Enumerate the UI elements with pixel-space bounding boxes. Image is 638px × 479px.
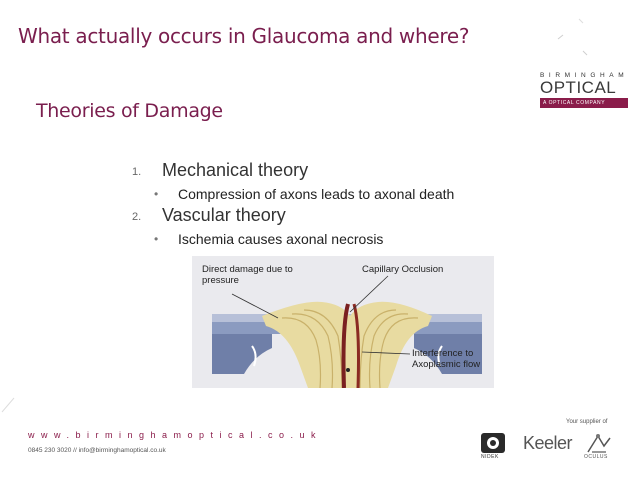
- theory-title: Vascular theory: [162, 205, 286, 225]
- keeler-logo: Keeler: [523, 433, 573, 453]
- bullet-icon: •: [154, 232, 159, 246]
- website-url[interactable]: www.birminghamoptical.co.uk: [28, 430, 323, 440]
- slide-title: What actually occurs in Glaucoma and where?: [18, 24, 470, 48]
- supplier-label: Your supplier of: [566, 419, 608, 425]
- oculus-logo: [584, 432, 614, 462]
- label-axoplasmic-flow: [412, 348, 480, 370]
- bullet-icon: •: [154, 187, 159, 201]
- label-direct-damage: [202, 264, 293, 286]
- contact-info: 0845 230 3020 // info@birminghamoptical.co.uk: [28, 447, 166, 454]
- list-subitem: [132, 186, 492, 205]
- label-axoplasmic-line2: Axoplasmic flow: [412, 359, 481, 370]
- decorative-line-left: [0, 392, 20, 416]
- label-direct-damage-line2: pressure: [202, 275, 239, 286]
- logo-top-text: BIRMINGHAM: [540, 72, 629, 79]
- theory-title: Mechanical theory: [162, 160, 309, 180]
- list-subitem: [132, 231, 492, 250]
- logo-main-text: OPTICAL: [540, 78, 617, 97]
- list-number: 1.: [132, 166, 142, 178]
- label-axoplasmic-line1: Interference to: [412, 348, 474, 359]
- optic-nerve-diagram: [192, 256, 494, 388]
- list-number: 2.: [132, 211, 142, 223]
- decorative-lines: [555, 15, 605, 60]
- company-logo: [540, 72, 632, 108]
- theory-detail: Compression of axons leads to axonal death: [178, 186, 455, 202]
- label-capillary-occlusion: Capillary Occlusion: [362, 264, 444, 275]
- label-direct-damage-line1: Direct damage due to: [202, 264, 293, 275]
- list-item: [132, 205, 492, 231]
- slide-subtitle: Theories of Damage: [36, 100, 223, 122]
- oculus-text: OCULUS: [584, 454, 608, 460]
- oculus-icon: [584, 432, 614, 456]
- logo-tagline: A OPTICAL COMPANY: [540, 98, 628, 108]
- nidek-text: NIDEK: [481, 454, 499, 460]
- theories-list: [132, 160, 492, 250]
- nidek-logo: [481, 433, 505, 461]
- theory-detail: Ischemia causes axonal necrosis: [178, 231, 384, 247]
- list-item: [132, 160, 492, 186]
